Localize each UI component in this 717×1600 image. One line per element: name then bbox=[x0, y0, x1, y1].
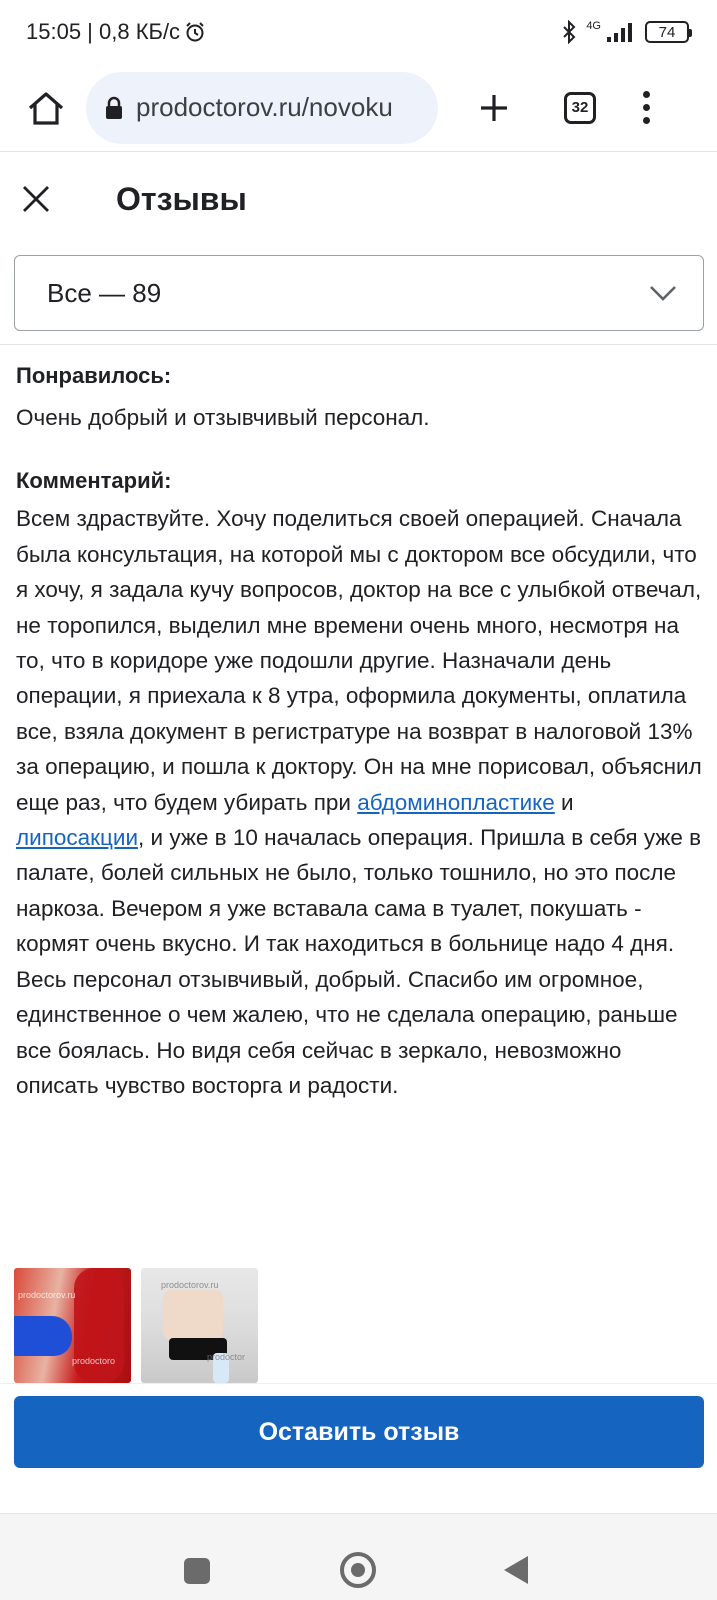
system-nav-bar bbox=[0, 1513, 717, 1600]
photo-shape bbox=[163, 1290, 223, 1340]
cta-container bbox=[0, 1383, 717, 1513]
home-button[interactable] bbox=[22, 84, 70, 132]
alarm-icon bbox=[184, 21, 206, 43]
review-photo-1[interactable] bbox=[14, 1268, 131, 1383]
tabs-count: 32 bbox=[571, 99, 589, 116]
battery-level: 74 bbox=[658, 23, 676, 41]
close-icon[interactable] bbox=[20, 183, 52, 215]
comment-text-and: и bbox=[554, 789, 574, 815]
photo-watermark: prodoctor bbox=[207, 1352, 246, 1362]
new-tab-button[interactable] bbox=[474, 88, 514, 128]
filter-selected-value: Все — 89 bbox=[47, 277, 162, 308]
battery-icon bbox=[645, 21, 689, 43]
page-header bbox=[0, 153, 717, 245]
bluetooth-icon bbox=[562, 20, 576, 44]
liked-text: Очень добрый и отзывчивый персонал. bbox=[16, 405, 430, 430]
liked-label: Понравилось: bbox=[16, 363, 172, 388]
link-abdominoplasty[interactable]: абдоминопластике bbox=[357, 789, 555, 815]
more-vert-icon-dot bbox=[643, 104, 650, 111]
comment-text-part-2: , и уже в 10 началась операция. Пришла в себя уже в палате, болей сильных не было, только тошнило, но это после наркоза. Вечером я уже вставала сама в туалет, покушать - кормят очень вкусно. И так находиться в больнице надо 4 дня. Весь персонал отзывчивый, добрый. Спасибо им огромное, единственное о чем жалею, что не сделала операцию, раньше все боялась. Но видя себя сейчас в зеркало, невозможно описать чувство восторга и радости. bbox=[16, 825, 702, 1098]
home-icon bbox=[26, 90, 66, 126]
browser-toolbar bbox=[0, 64, 717, 152]
status-time-speed: 15:05 | 0,8 КБ/с bbox=[26, 19, 181, 44]
link-liposuction[interactable]: липосакции bbox=[16, 825, 139, 851]
browser-menu-button[interactable] bbox=[634, 84, 658, 132]
divider bbox=[0, 344, 717, 345]
status-right bbox=[562, 20, 689, 44]
comment-label: Комментарий: bbox=[16, 468, 172, 494]
signal-icon bbox=[605, 21, 635, 43]
chevron-down-icon bbox=[649, 285, 677, 301]
back-icon[interactable] bbox=[504, 1556, 528, 1584]
reviews-filter-select[interactable] bbox=[14, 255, 704, 331]
photo-shape bbox=[14, 1316, 72, 1356]
home-circle-icon[interactable] bbox=[340, 1552, 376, 1588]
photo-watermark: prodoctoro bbox=[72, 1356, 116, 1366]
review-photo-2[interactable] bbox=[141, 1268, 258, 1383]
tab-switcher-button[interactable] bbox=[564, 92, 596, 124]
url-bar[interactable] bbox=[86, 72, 438, 144]
url-text: prodoctorov.ru/novoku bbox=[136, 92, 393, 122]
recents-icon[interactable] bbox=[184, 1558, 210, 1584]
review-photos bbox=[14, 1268, 258, 1383]
photo-watermark: prodoctorov.ru bbox=[18, 1290, 76, 1300]
network-type: 4G bbox=[586, 19, 601, 32]
status-left bbox=[26, 19, 206, 45]
page-title: Отзывы bbox=[116, 180, 247, 217]
leave-review-button[interactable]: Оставить отзыв bbox=[14, 1396, 704, 1468]
more-vert-icon-dot bbox=[643, 117, 650, 124]
comment-text bbox=[16, 501, 706, 1103]
more-vert-icon-dot bbox=[643, 91, 650, 98]
plus-icon bbox=[479, 93, 509, 123]
status-bar bbox=[0, 0, 717, 64]
comment-text-part-1: Всем здраствуйте. Хочу поделиться своей операцией. Сначала была консультация, на которой мы с доктором все обсудили, что я хочу, я задала кучу вопросов, доктор на все с улыбкой отвечал, не торопился, выделил мне времени очень много, несмотря на то, что в коридоре уже подошли другие. Назначали день операции, я приехала к 8 утра, оформила документы, оплатила все, взяла документ в регистратуре на возврат в налоговой 13% за операцию, и пошла к доктору. Он на мне порисовал, объяснил еще раз, что будем убирать при bbox=[16, 506, 702, 815]
photo-watermark: prodoctorov.ru bbox=[161, 1280, 219, 1290]
review-content bbox=[16, 360, 706, 1103]
lock-icon bbox=[104, 96, 124, 120]
